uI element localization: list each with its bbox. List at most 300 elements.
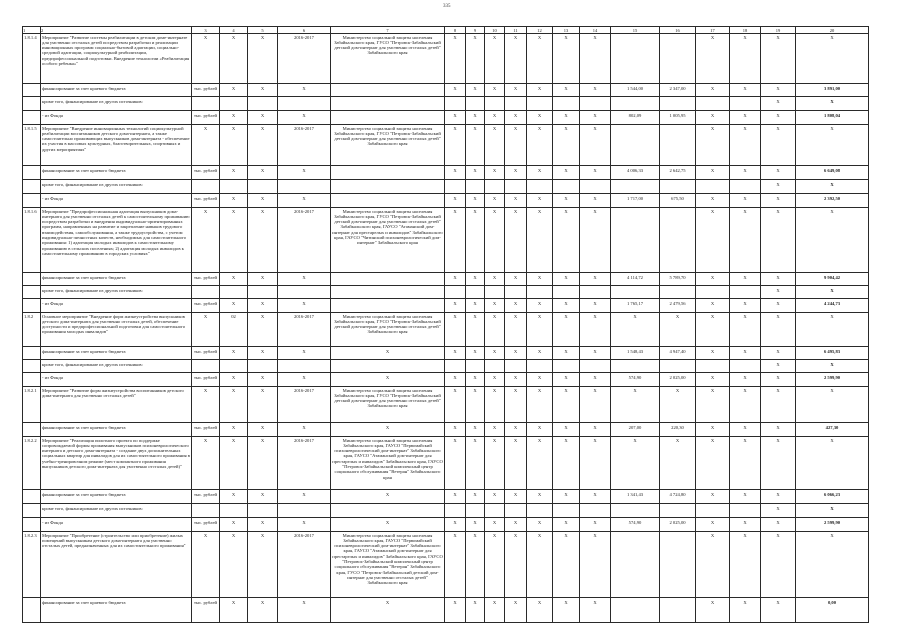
indicator-cell: X: [730, 84, 761, 97]
period-cell: [278, 286, 331, 299]
indicator-cell: [553, 180, 580, 194]
indicator-cell: [730, 504, 761, 518]
funding-source-cell: кроме того, финансирование из других источников:: [41, 504, 192, 518]
indicator-cell: X: [761, 166, 796, 180]
row-code-cell: [23, 166, 41, 180]
indicator-cell: X: [730, 125, 761, 166]
indicator-cell: X: [580, 373, 611, 387]
executor-cell: X: [331, 518, 445, 532]
amount-cell: 1 005,95: [660, 111, 696, 125]
indicator-cell: X: [580, 273, 611, 286]
indicator-cell: X: [761, 518, 796, 532]
indicator-cell: X: [485, 423, 505, 437]
indicator-cell: X: [553, 34, 580, 84]
indicator-cell: X: [730, 518, 761, 532]
indicator-cell: X: [445, 111, 466, 125]
code-cell: X: [220, 299, 248, 313]
indicator-cell: X: [761, 97, 796, 111]
indicator-cell: [580, 504, 611, 518]
amount-cell: 1 341,43: [611, 490, 660, 504]
activity-title-cell: Мероприятие "Приобретение (строительство или приобретение) жилых помещений выпускникам детского дома-интерната для умственно отсталых детей, предназначенных для их самостоятельного проживания": [41, 532, 192, 598]
indicator-cell: X: [527, 518, 553, 532]
indicator-cell: X: [466, 34, 485, 84]
column-number-cell: 2: [41, 27, 192, 34]
indicator-cell: X: [696, 84, 730, 97]
code-cell: X: [220, 208, 248, 273]
indicator-cell: X: [485, 347, 505, 360]
period-cell: 2016-2017: [278, 125, 331, 166]
indicator-cell: X: [445, 387, 466, 423]
funding-row: [23, 373, 869, 387]
row-code-cell: [23, 360, 41, 373]
indicator-cell: X: [505, 387, 527, 423]
code-cell: X: [220, 347, 248, 360]
code-cell: X: [220, 532, 248, 598]
indicator-cell: X: [553, 194, 580, 208]
column-number-cell: 11: [505, 27, 527, 34]
executor-cell: [331, 194, 445, 208]
indicator-cell: X: [696, 313, 730, 347]
total-cell: 6 649,08: [796, 166, 869, 180]
code-cell: X: [220, 490, 248, 504]
indicator-cell: X: [580, 125, 611, 166]
indicator-cell: X: [730, 490, 761, 504]
period-cell: [278, 504, 331, 518]
indicator-cell: [696, 286, 730, 299]
indicator-cell: [527, 286, 553, 299]
indicator-cell: X: [485, 194, 505, 208]
amount-cell: [660, 180, 696, 194]
row-code-cell: [23, 97, 41, 111]
total-cell: X: [796, 125, 869, 166]
total-cell: 4 244,73: [796, 299, 869, 313]
indicator-cell: X: [553, 208, 580, 273]
row-code-cell: 1.8.1.4: [23, 34, 41, 84]
indicator-cell: X: [696, 299, 730, 313]
code-cell: X: [248, 518, 278, 532]
amount-cell: X: [611, 313, 660, 347]
indicator-cell: X: [445, 532, 466, 598]
column-number-cell: 1: [23, 27, 41, 34]
funding-row: [23, 286, 869, 299]
indicator-cell: X: [553, 387, 580, 423]
period-cell: 2016-2017: [278, 387, 331, 423]
indicator-cell: X: [580, 518, 611, 532]
indicator-cell: X: [761, 532, 796, 598]
period-cell: X: [278, 598, 331, 623]
total-cell: X: [796, 504, 869, 518]
funding-source-cell: финансирование за счет краевого бюджета: [41, 273, 192, 286]
amount-cell: 2 025,00: [660, 373, 696, 387]
indicator-cell: [445, 97, 466, 111]
row-code-cell: [23, 598, 41, 623]
indicator-cell: X: [485, 518, 505, 532]
row-code-cell: [23, 423, 41, 437]
executor-cell: X: [331, 490, 445, 504]
indicator-cell: [730, 97, 761, 111]
funding-source-cell: финансирование за счет краевого бюджета: [41, 598, 192, 623]
amount-cell: 2 642,75: [660, 166, 696, 180]
amount-cell: [611, 504, 660, 518]
amount-cell: X: [660, 437, 696, 490]
row-code-cell: 1.8.2.1: [23, 387, 41, 423]
amount-cell: [611, 286, 660, 299]
executor-cell: X: [331, 598, 445, 623]
funding-source-cell: финансирование за счет краевого бюджета: [41, 423, 192, 437]
indicator-cell: X: [527, 387, 553, 423]
activity-title-cell: Мероприятие "Предпрофессиональная адаптация выпускников дома-интерната для умственно отсталых детей к самостоятельному проживанию посредством разработки и внедрения индивидуально-ориентированных программ, направленных на развитие и закрепление навыков трудового взаимодействия, самообслуживания, а также трудоустройства, с учетом индивидуально-личностных качеств, необходимых для самостоятельного проживания: 1) адаптация молодых инвалидов к самостоятельному проживанию в сельских поселениях; 2) адаптация молодых инвалидов к самостоятельному проживанию в городских условиях": [41, 208, 192, 273]
activity-row: [23, 313, 869, 347]
amount-cell: 574,90: [611, 373, 660, 387]
code-cell: X: [220, 598, 248, 623]
indicator-cell: X: [527, 194, 553, 208]
total-cell: X: [796, 532, 869, 598]
indicator-cell: X: [553, 373, 580, 387]
program-activities-table: [22, 26, 869, 623]
indicator-cell: X: [761, 373, 796, 387]
executor-cell: Министерство социальной защиты населения Забайкальского края, ГУСО "Петровск-Забайкальский детский дом-интернат для умственно отсталых детей" Забайкальского края: [331, 387, 445, 423]
indicator-cell: [466, 360, 485, 373]
indicator-cell: X: [466, 166, 485, 180]
indicator-cell: [580, 97, 611, 111]
code-cell: X: [248, 208, 278, 273]
unit-cell: тыс. рублей: [192, 299, 220, 313]
unit-cell: [192, 97, 220, 111]
indicator-cell: X: [527, 490, 553, 504]
total-cell: X: [796, 437, 869, 490]
indicator-cell: [553, 504, 580, 518]
indicator-cell: X: [761, 111, 796, 125]
period-cell: X: [278, 518, 331, 532]
code-cell: X: [220, 166, 248, 180]
indicator-cell: X: [580, 166, 611, 180]
indicator-cell: X: [730, 166, 761, 180]
amount-cell: [611, 598, 660, 623]
column-number-cell: 8: [445, 27, 466, 34]
unit-cell: тыс. рублей: [192, 490, 220, 504]
code-cell: [248, 360, 278, 373]
indicator-cell: [505, 180, 527, 194]
amount-cell: [611, 125, 660, 166]
executor-cell: Министерство социальной защиты населения Забайкальского края, ГУСО "Петровск-Забайкальский детский дом-интернат для умственно отсталых детей" Забайкальского края: [331, 313, 445, 347]
period-cell: 2016-2017: [278, 313, 331, 347]
executor-cell: Министерство социальной защиты населения Забайкальского края, ГАУСО "Первомайский психоневрологический дом-интернат" Забайкальского края, ГАУСО "Атаманский дом-интернат для престарелых и инвалидов" Забайкальского края, ГАУСО "Петровск-Забайкальский комплексный центр социального обслуживания "Ветеран" Забайкальского края, ГУСО "Петровск-Забайкальский детский дом-интернат для умственно отсталых детей" Забайкальского края: [331, 532, 445, 598]
indicator-cell: X: [527, 34, 553, 84]
funding-row: [23, 347, 869, 360]
indicator-cell: [445, 180, 466, 194]
indicator-cell: X: [580, 194, 611, 208]
indicator-cell: X: [730, 437, 761, 490]
amount-cell: [660, 504, 696, 518]
column-number-row: [23, 27, 869, 34]
indicator-cell: X: [466, 273, 485, 286]
indicator-cell: X: [761, 313, 796, 347]
row-code-cell: [23, 273, 41, 286]
indicator-cell: X: [445, 423, 466, 437]
indicator-cell: X: [696, 166, 730, 180]
indicator-cell: [527, 180, 553, 194]
indicator-cell: X: [485, 313, 505, 347]
code-cell: X: [248, 598, 278, 623]
code-cell: 02: [220, 313, 248, 347]
funding-row: [23, 490, 869, 504]
funding-source-cell: финансирование за счет краевого бюджета: [41, 84, 192, 97]
indicator-cell: [527, 504, 553, 518]
indicator-cell: X: [505, 347, 527, 360]
amount-cell: 2 025,00: [660, 518, 696, 532]
total-cell: X: [796, 180, 869, 194]
amount-cell: [611, 180, 660, 194]
indicator-cell: X: [505, 34, 527, 84]
indicator-cell: X: [505, 84, 527, 97]
code-cell: X: [248, 423, 278, 437]
indicator-cell: [730, 180, 761, 194]
code-cell: X: [220, 373, 248, 387]
column-number-cell: 13: [553, 27, 580, 34]
amount-cell: 1 765,17: [611, 299, 660, 313]
indicator-cell: X: [485, 84, 505, 97]
indicator-cell: X: [505, 194, 527, 208]
period-cell: X: [278, 273, 331, 286]
unit-cell: тыс. рублей: [192, 194, 220, 208]
unit-cell: [192, 180, 220, 194]
code-cell: X: [192, 437, 220, 490]
total-cell: X: [796, 97, 869, 111]
executor-cell: X: [331, 347, 445, 360]
indicator-cell: X: [696, 125, 730, 166]
amount-cell: 220,30: [660, 423, 696, 437]
indicator-cell: X: [696, 194, 730, 208]
indicator-cell: [580, 180, 611, 194]
indicator-cell: [505, 286, 527, 299]
indicator-cell: X: [730, 313, 761, 347]
indicator-cell: X: [553, 84, 580, 97]
indicator-cell: X: [580, 347, 611, 360]
indicator-cell: X: [761, 423, 796, 437]
row-code-cell: [23, 84, 41, 97]
indicator-cell: X: [730, 299, 761, 313]
indicator-cell: X: [445, 125, 466, 166]
indicator-cell: X: [696, 34, 730, 84]
indicator-cell: [553, 286, 580, 299]
activity-title-cell: Основное мероприятие "Внедрение форм жизнеустройства выпускников детского дома-интерната для умственно отсталых детей, обеспечение доступности и предпрофессиональной подготовки для самостоятельного проживания молодых инвалидов": [41, 313, 192, 347]
period-cell: 2016-2017: [278, 532, 331, 598]
total-cell: X: [796, 208, 869, 273]
row-code-cell: [23, 194, 41, 208]
indicator-cell: X: [527, 423, 553, 437]
indicator-cell: X: [527, 373, 553, 387]
indicator-cell: X: [730, 423, 761, 437]
indicator-cell: [730, 360, 761, 373]
amount-cell: X: [660, 387, 696, 423]
indicator-cell: X: [505, 299, 527, 313]
funding-source-cell: кроме того, финансирование из других источников:: [41, 360, 192, 373]
funding-source-cell: - из Фонда: [41, 299, 192, 313]
code-cell: X: [192, 313, 220, 347]
activity-title-cell: Мероприятие "Внедрение инновационных технологий социокультурной реабилитации воспитанников детского дома-интерната, а также самостоятельно проживающих выпускников дома-интерната - обеспечение их участия в массовых культурных, благотворительных, спортивных и других мероприятиях": [41, 125, 192, 166]
indicator-cell: X: [553, 273, 580, 286]
code-cell: X: [248, 347, 278, 360]
code-cell: X: [248, 84, 278, 97]
period-cell: X: [278, 194, 331, 208]
amount-cell: [660, 208, 696, 273]
period-cell: X: [278, 84, 331, 97]
indicator-cell: [485, 360, 505, 373]
amount-cell: 5 789,70: [660, 273, 696, 286]
amount-cell: 2 347,00: [660, 84, 696, 97]
amount-cell: [611, 97, 660, 111]
amount-cell: 2 479,56: [660, 299, 696, 313]
indicator-cell: X: [505, 437, 527, 490]
code-cell: [220, 360, 248, 373]
row-code-cell: [23, 490, 41, 504]
amount-cell: 207,00: [611, 423, 660, 437]
indicator-cell: X: [466, 125, 485, 166]
indicator-cell: X: [485, 490, 505, 504]
indicator-cell: X: [527, 299, 553, 313]
indicator-cell: X: [527, 437, 553, 490]
period-cell: X: [278, 373, 331, 387]
executor-cell: X: [331, 423, 445, 437]
amount-cell: X: [611, 387, 660, 423]
funding-source-cell: финансирование за счет краевого бюджета: [41, 166, 192, 180]
funding-source-cell: кроме того, финансирование из других источников:: [41, 286, 192, 299]
page-number: 335: [443, 4, 451, 9]
indicator-cell: X: [761, 208, 796, 273]
column-number-cell: 9: [466, 27, 485, 34]
indicator-cell: X: [580, 208, 611, 273]
funding-row: [23, 518, 869, 532]
indicator-cell: X: [466, 490, 485, 504]
column-number-cell: 19: [761, 27, 796, 34]
code-cell: [248, 97, 278, 111]
amount-cell: 574,90: [611, 518, 660, 532]
indicator-cell: X: [730, 194, 761, 208]
code-cell: X: [220, 437, 248, 490]
indicator-cell: X: [505, 490, 527, 504]
indicator-cell: X: [553, 518, 580, 532]
indicator-cell: X: [485, 299, 505, 313]
total-cell: 427,30: [796, 423, 869, 437]
indicator-cell: X: [445, 84, 466, 97]
unit-cell: [192, 504, 220, 518]
indicator-cell: X: [761, 347, 796, 360]
indicator-cell: X: [553, 347, 580, 360]
indicator-cell: X: [505, 373, 527, 387]
row-code-cell: [23, 111, 41, 125]
indicator-cell: [505, 360, 527, 373]
amount-cell: [611, 208, 660, 273]
indicator-cell: X: [696, 423, 730, 437]
amount-cell: 4 947,40: [660, 347, 696, 360]
code-cell: X: [248, 437, 278, 490]
total-cell: X: [796, 286, 869, 299]
indicator-cell: X: [761, 360, 796, 373]
activity-title-cell: Мероприятие "Реализация пилотного проекта по поддержке сопровождаемой формы проживания выпускников психоневрологического интерната и детского дома-интерната - создание двух дополнительных социальных квартир для инвалидов для их самостоятельного проживания в учебно-тренировочном режиме (мест компактного проживания выпускников детского дома-интерната для умственно отсталых детей)": [41, 437, 192, 490]
row-code-cell: [23, 347, 41, 360]
indicator-cell: X: [485, 373, 505, 387]
indicator-cell: X: [445, 208, 466, 273]
period-cell: 2016-2017: [278, 437, 331, 490]
period-cell: [278, 360, 331, 373]
row-code-cell: 1.8.1.5: [23, 125, 41, 166]
funding-row: [23, 360, 869, 373]
column-number-cell: 4: [220, 27, 248, 34]
indicator-cell: X: [580, 490, 611, 504]
indicator-cell: X: [485, 273, 505, 286]
indicator-cell: X: [730, 34, 761, 84]
code-cell: X: [220, 84, 248, 97]
indicator-cell: X: [445, 518, 466, 532]
indicator-cell: [485, 504, 505, 518]
amount-cell: [611, 360, 660, 373]
indicator-cell: [466, 180, 485, 194]
executor-cell: [331, 111, 445, 125]
activity-row: [23, 387, 869, 423]
indicator-cell: X: [761, 194, 796, 208]
period-cell: 2016-2017: [278, 34, 331, 84]
column-number-cell: 16: [660, 27, 696, 34]
indicator-cell: X: [761, 125, 796, 166]
indicator-cell: X: [696, 273, 730, 286]
activity-row: [23, 34, 869, 84]
indicator-cell: X: [527, 84, 553, 97]
indicator-cell: X: [527, 208, 553, 273]
indicator-cell: [696, 180, 730, 194]
period-cell: X: [278, 423, 331, 437]
indicator-cell: X: [761, 34, 796, 84]
indicator-cell: X: [505, 273, 527, 286]
code-cell: X: [248, 299, 278, 313]
indicator-cell: X: [466, 598, 485, 623]
activity-row: [23, 208, 869, 273]
period-cell: X: [278, 111, 331, 125]
indicator-cell: [527, 360, 553, 373]
indicator-cell: X: [485, 34, 505, 84]
total-cell: X: [796, 387, 869, 423]
indicator-cell: X: [761, 490, 796, 504]
total-cell: X: [796, 360, 869, 373]
indicator-cell: X: [505, 313, 527, 347]
column-number-cell: 7: [331, 27, 445, 34]
amount-cell: [660, 532, 696, 598]
indicator-cell: X: [466, 111, 485, 125]
indicator-cell: X: [445, 194, 466, 208]
indicator-cell: [485, 97, 505, 111]
indicator-cell: [505, 97, 527, 111]
indicator-cell: X: [466, 423, 485, 437]
indicator-cell: X: [527, 532, 553, 598]
amount-cell: 1 548,43: [611, 347, 660, 360]
code-cell: X: [248, 373, 278, 387]
code-cell: X: [220, 111, 248, 125]
code-cell: [220, 97, 248, 111]
period-cell: [278, 180, 331, 194]
indicator-cell: [466, 97, 485, 111]
row-code-cell: 1.8.2: [23, 313, 41, 347]
total-cell: 2 392,50: [796, 194, 869, 208]
amount-cell: [660, 598, 696, 623]
row-code-cell: [23, 180, 41, 194]
row-code-cell: 1.8.2.3: [23, 532, 41, 598]
indicator-cell: X: [553, 166, 580, 180]
amount-cell: [660, 360, 696, 373]
total-cell: 6 066,23: [796, 490, 869, 504]
code-cell: X: [248, 34, 278, 84]
indicator-cell: [527, 97, 553, 111]
indicator-cell: X: [527, 347, 553, 360]
code-cell: X: [192, 208, 220, 273]
